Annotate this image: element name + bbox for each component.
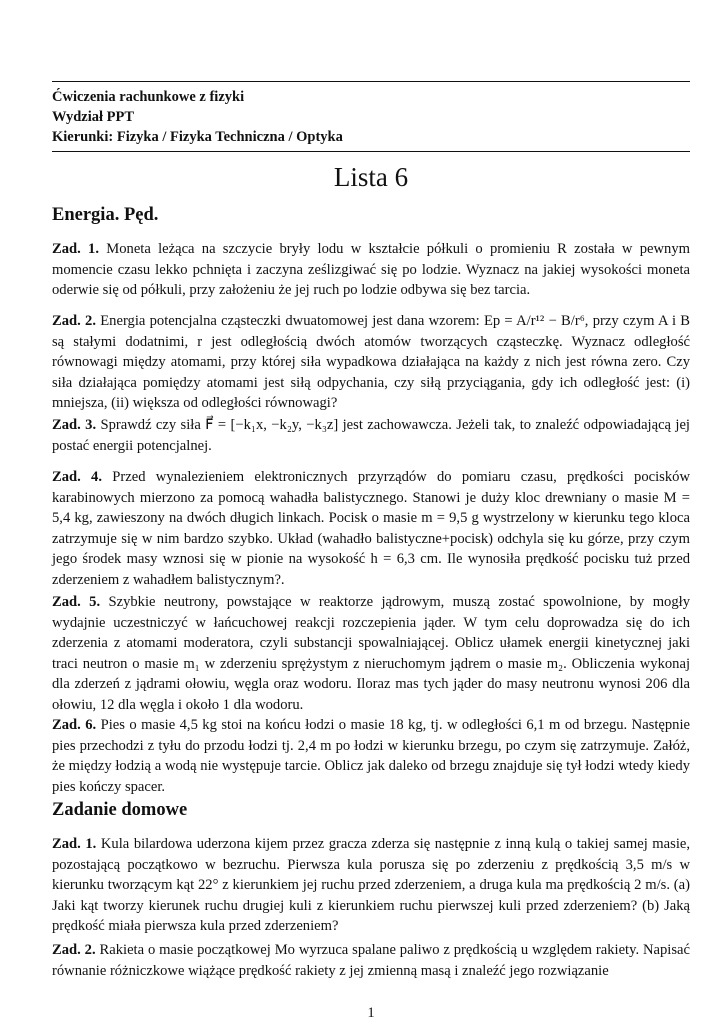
page-number: 1	[367, 1005, 375, 1021]
task-text: Rakieta o masie początkowej Mo wyrzuca spalane paliwo z prędkością u względem rakiety. Napisać równanie różniczkowe wiążące prędkość rakiety z jej zmienną masą i znaleźć jego rozwiązanie	[52, 942, 690, 979]
task-3	[52, 415, 690, 456]
page-title: Lista 6	[333, 162, 409, 192]
course-title: Ćwiczenia rachunkowe z fizyki	[52, 89, 245, 105]
course-header	[52, 87, 343, 147]
majors: Kierunki: Fizyka / Fizyka Techniczna / Optyka	[52, 129, 343, 145]
header-top-rule	[52, 81, 690, 82]
task-5	[52, 592, 690, 715]
header-bottom-rule	[52, 151, 690, 152]
section-heading-energy: Energia. Pęd.	[52, 205, 159, 225]
task-text: Moneta leżąca na szczycie bryły lodu w kształcie półkuli o promieniu R została w pewnym momencie czasu lekko pchnięta i zaczyna ześlizgiwać się po lodzie. Wyznacz na jakiej wysokości moneta oderwie się od półkuli, przy założeniu że jej ruch po lodzie odbywa się bez tarcia.	[52, 241, 690, 298]
task-4	[52, 467, 690, 590]
task-label: Zad. 2.	[52, 313, 96, 329]
task-text: Szybkie neutrony, powstające w reaktorze jądrowym, muszą zostać spowolnione, by mogły wydajnie uczestniczyć w łańcuchowej reakcji rozczepienia jąder. W tym celu doprowadza się do ich zderzenia z atomami moderatora, czyli substancji spowalniającej. Oblicz ułamek energii kinetycznej jaki traci neutron o masie m₁ w zderzeniu sprężystym z nieruchomym jądrem o masie m₂. Obliczenia wykonaj dla zderzeń z jądrami ołowiu, węgla oraz wodoru. Iloraz mas tych jąder do masy neutronu wynosi 206 dla ołowiu, 12 dla węgla i około 1 dla wodoru.	[52, 594, 690, 713]
section-heading-homework: Zadanie domowe	[52, 800, 188, 820]
task-1	[52, 239, 690, 301]
task-text: Przed wynalezieniem elektronicznych przyrządów do pomiaru czasu, prędkości pocisków karabinowych mierzono za pomocą wahadła balistycznego. Stanowi je duży kloc drewniany o masie M = 5,4 kg, zawieszony na dwóch długich linkach. Pocisk o masie m = 9,5 g wystrzelony w kierunku tego kloca zatrzymuje się w nim bardzo szybko. Układ (wahadło balistyczne+pocisk) odchyla się ku górze, przy czym jego środek masy wznosi się w pionie na wysokość h = 6,3 cm. Ile wynosiła prędkość pocisku tuż przed zderzeniem z wahadłem balistycznym?.	[52, 469, 690, 588]
task-6	[52, 715, 690, 797]
task-label: Zad. 6.	[52, 717, 97, 733]
department: Wydział PPT	[52, 109, 135, 125]
task-text: Energia potencjalna cząsteczki dwuatomowej jest dana wzorem: Ep = A/r¹² − B/r⁶, przy czym A i B są stałymi dodatnimi, r jest odległością dwóch atomów tworzących cząsteczkę. Wyznacz odległość równowagi między atomami, przy której siła wypadkowa działająca na każdy z nich jest równa zero. Czy siła działająca pomiędzy atomami jest siłą odpychania, czy siłą przyciągania, gdy ich odległość jest: (i) mniejsza, (ii) większa od odległości równowagi?	[52, 313, 690, 411]
task-label: Zad. 2.	[52, 942, 96, 958]
task-label: Zad. 5.	[52, 594, 101, 610]
task-label: Zad. 1.	[52, 241, 99, 257]
task-label: Zad. 4.	[52, 469, 103, 485]
task-text: Sprawdź czy siła F⃗ = [−k₁x, −k₂y, −k₃z] jest zachowawcza. Jeżeli tak, to znaleźć odpowiadającą jej postać energii potencjalnej.	[52, 417, 690, 454]
task-text: Pies o masie 4,5 kg stoi na końcu łodzi o masie 18 kg, tj. w odległości 6,1 m od brzegu. Następnie pies przechodzi z tyłu do przodu łodzi tj. 2,4 m po łodzi w kierunku brzegu, po czym się zatrzymuje. Załóż, że między łodzią a wodą nie występuje tarcie. Oblicz jak daleko od brzegu znajduje się tył łodzi wtedy kiedy pies kończy spacer.	[52, 717, 691, 795]
task-label: Zad. 3.	[52, 417, 97, 433]
document-page	[52, 0, 690, 1024]
homework-task-1	[52, 834, 690, 937]
homework-task-2	[52, 940, 690, 981]
task-2	[52, 311, 690, 414]
task-label: Zad. 1.	[52, 836, 97, 852]
task-text: Kula bilardowa uderzona kijem przez gracza zderza się następnie z inną kulą o takiej samej masie, pozostającą początkowo w bezruchu. Pierwsza kula porusza się po zderzeniu z prędkością 3,5 m/s w kierunku tworzącym kąt 22° z kierunkiem jej ruchu przed zderzeniem, a druga kula ma prędkością 2 m/s. (a) Jaki kąt tworzy kierunek ruchu drugiej kuli z kierunkiem ruchu pierwszej kuli przed zderzeniem? (b) Jaką prędkość miała pierwsza kula przed zderzeniem?	[52, 836, 690, 934]
